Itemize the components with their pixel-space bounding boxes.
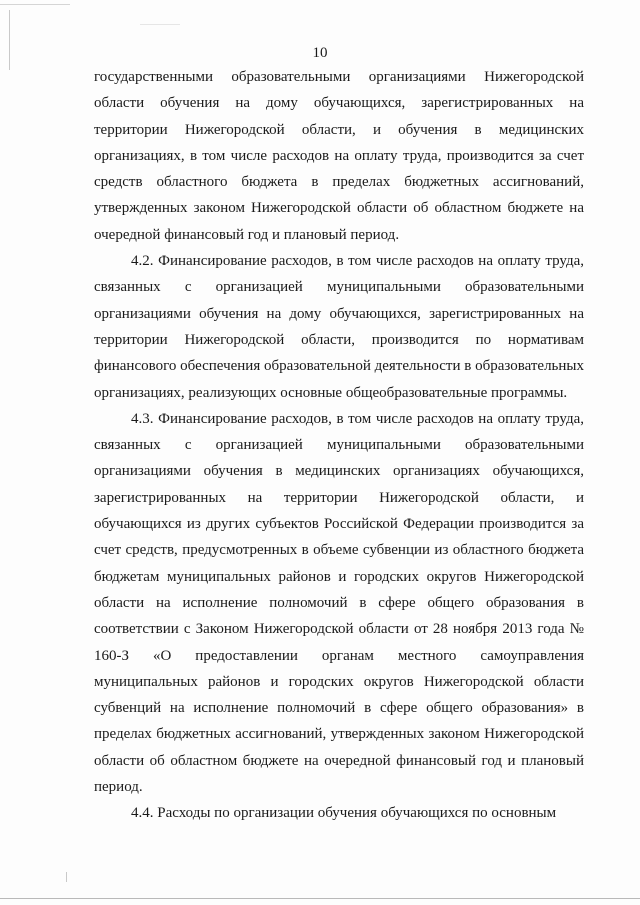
scan-margin-mark — [66, 872, 67, 882]
paragraph-4-3: 4.3. Финансирование расходов, в том числе расходов на оплату труда, связанных с организацией муниципальными образовательными организациями обучения в медицинских организациях обучающихся, зарегистрированных на территории Нижегородской области, и обучающихся из других субъектов Российской Федерации производится за счет средств, предусмотренных в объеме субвенции из областного бюджета бюджетам муниципальных районов и городских округов Нижегородской области на исполнение полномочий в сфере общего образования в соответствии с Законом Нижегородской области от 28 ноября 2013 года № 160-З «О предоставлении органам местного самоуправления муниципальных районов и городских округов Нижегородской области субвенций на исполнение полномочий в сфере общего образования» в пределах бюджетных ассигнований, утвержденных законом Нижегородской области об областном бюджете на очередной финансовый год и плановый период. — [94, 410, 584, 796]
paragraph-continued: государственными образовательными организациями Нижегородской области обучения на дому обучающихся, зарегистрированных на территории Нижегородской области, и обучения в медицинских организациях, в том числе расходов на оплату труда, производится за счет средств областного бюджета в пределах бюджетных ассигнований, утвержденных законом Нижегородской области об областном бюджете на очередной финансовый год и плановый период. — [94, 69, 584, 243]
scan-edge-mark — [0, 4, 70, 5]
page-number: 10 — [312, 45, 328, 61]
paragraph-4-2: 4.2. Финансирование расходов, в том числе расходов на оплату труда, связанных с организацией муниципальными образовательными организациями обучения на дому обучающихся, зарегистрированных на территории Нижегородской области, производится по нормативам финансового обеспечения образовательной деятельности в образовательных организациях, реализующих основные общеобразовательные программы. — [94, 253, 584, 401]
scan-bottom-edge — [0, 898, 640, 899]
scan-edge-mark — [140, 24, 180, 25]
paragraph-4-4: 4.4. Расходы по организации обучения обучающихся по основным — [131, 805, 557, 822]
document-body — [94, 64, 584, 827]
